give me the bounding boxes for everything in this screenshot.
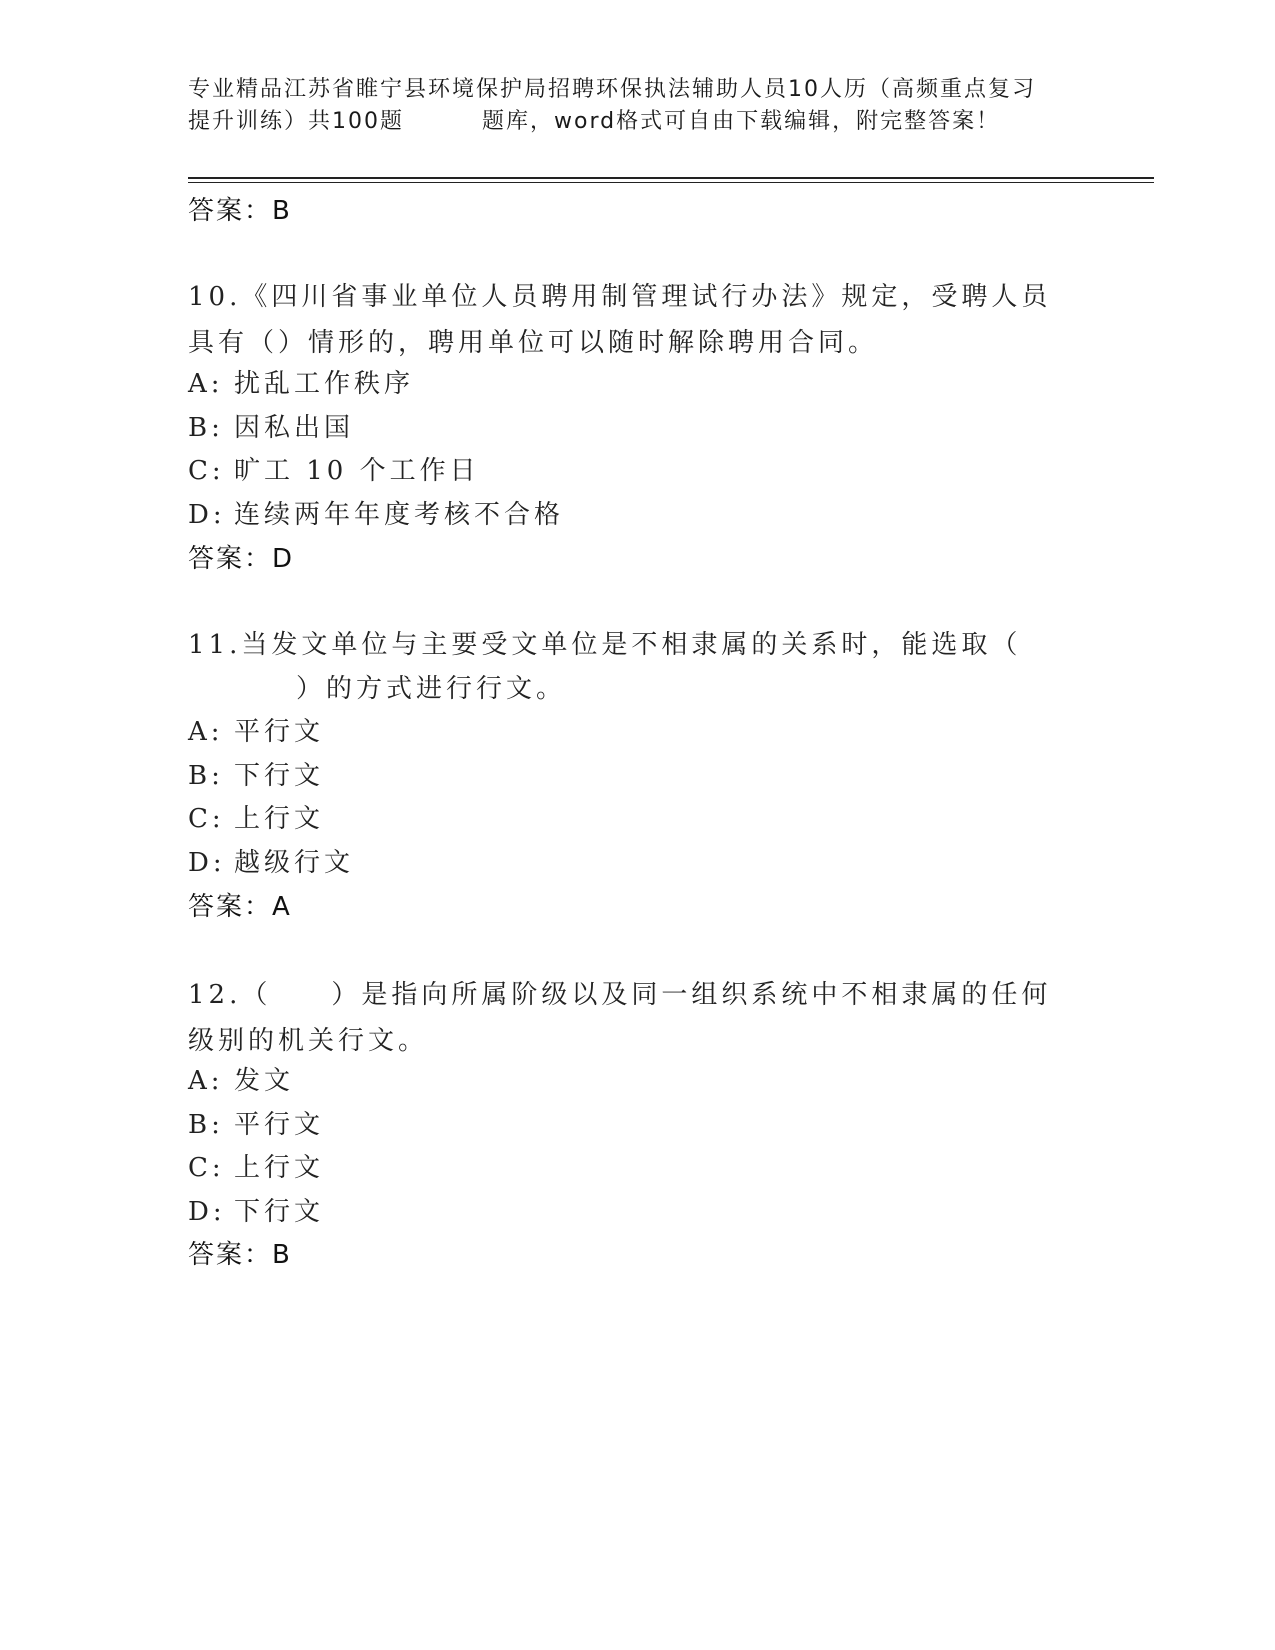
- q11-option-c: [188, 798, 324, 835]
- option-text: 上行文: [234, 1153, 325, 1183]
- option-text: 下行文: [234, 761, 325, 791]
- q12-option-c: [188, 1147, 324, 1184]
- option-text: 平行文: [234, 1110, 325, 1140]
- option-label: A:: [188, 717, 224, 747]
- option-text: 发文: [234, 1066, 295, 1096]
- option-text: 因私出国: [234, 413, 355, 443]
- question-11-line-1: 11.当发文单位与主要受文单位是不相隶属的关系时，能选取（: [188, 630, 1022, 660]
- question-11-line-2: ）的方式进行行文。: [296, 674, 567, 704]
- option-label: B:: [188, 761, 224, 791]
- option-label: B:: [188, 1110, 224, 1140]
- answer-q12: 答案：B: [188, 1240, 292, 1270]
- header-rule-thin: [188, 182, 1154, 183]
- option-text: 旷工 10 个工作日: [234, 456, 480, 486]
- option-label: C:: [188, 456, 225, 486]
- q12-option-a: [188, 1060, 294, 1097]
- page-header: [188, 74, 1088, 138]
- option-text: 平行文: [234, 717, 325, 747]
- option-text: 连续两年年度考核不合格: [234, 500, 565, 530]
- answer-q10: 答案：D: [188, 544, 295, 574]
- q11-option-b: [188, 755, 324, 792]
- option-text: 扰乱工作秩序: [234, 369, 415, 399]
- q12-option-d: [188, 1191, 324, 1228]
- option-text: 上行文: [234, 804, 325, 834]
- q11-option-a: [188, 711, 324, 748]
- answer-q9: 答案：B: [188, 196, 292, 226]
- option-text: 越级行文: [234, 848, 355, 878]
- q10-option-b: [188, 407, 354, 444]
- question-10: 10.《四川省事业单位人员聘用制管理试行办法》规定，受聘人员具有（）情形的，聘用单位可以随时解除聘用合同。: [188, 282, 1052, 358]
- header-line-2: [188, 106, 1088, 138]
- q10-option-a: [188, 363, 414, 400]
- option-text: 下行文: [234, 1197, 325, 1227]
- option-label: C:: [188, 804, 225, 834]
- option-label: D:: [188, 500, 226, 530]
- q10-option-c: [188, 450, 480, 487]
- header-line-1: 专业精品江苏省睢宁县环境保护局招聘环保执法辅助人员10人历（高频重点复习: [188, 77, 1036, 102]
- option-label: C:: [188, 1153, 225, 1183]
- q11-option-d: [188, 842, 354, 879]
- q12-option-b: [188, 1104, 324, 1141]
- header-line-2b: 题库，word格式可自由下载编辑，附完整答案！: [482, 109, 1001, 134]
- option-label: D:: [188, 1197, 226, 1227]
- header-rule-thick: [188, 177, 1154, 179]
- header-line-2a: 提升训练）共100题: [188, 109, 404, 134]
- q10-option-d: [188, 494, 564, 531]
- option-label: A:: [188, 369, 224, 399]
- option-label: B:: [188, 413, 224, 443]
- option-label: D:: [188, 848, 226, 878]
- question-12: 12.（ ）是指向所属阶级以及同一组织系统中不相隶属的任何级别的机关行文。: [188, 980, 1052, 1056]
- option-label: A:: [188, 1066, 224, 1096]
- answer-q11: 答案：A: [188, 892, 292, 922]
